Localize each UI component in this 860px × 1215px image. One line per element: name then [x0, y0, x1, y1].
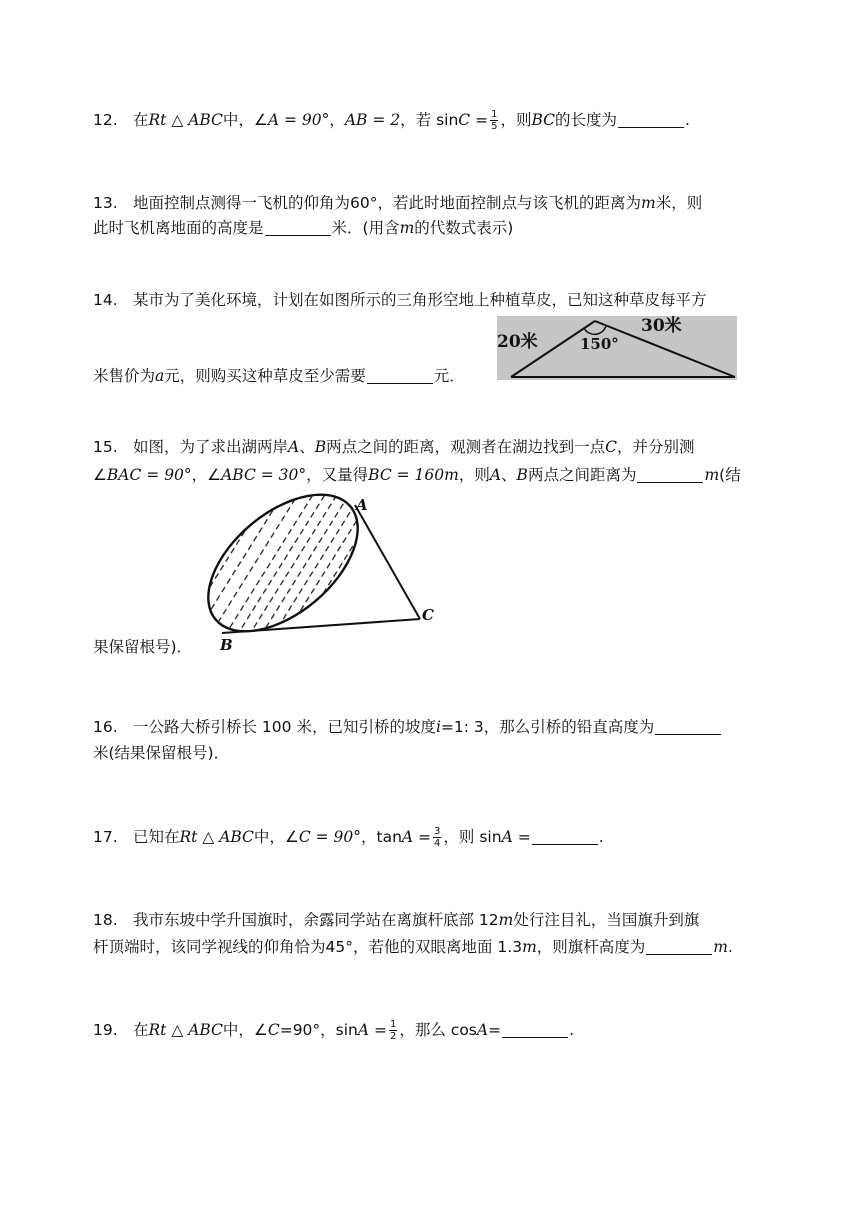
- question-number: 17.: [93, 828, 118, 846]
- lake-figure: [200, 493, 445, 653]
- answer-blank[interactable]: [532, 828, 598, 845]
- question-16-line-1: 16. 一公路大桥引桥长 100 米，已知引桥的坡度i=1: 3，那么引桥的铅直高度为: [93, 715, 722, 739]
- question-number: 12.: [93, 111, 118, 129]
- fraction: $\frac{1}{5}$: [491, 109, 498, 132]
- answer-blank[interactable]: [646, 938, 712, 955]
- angle-label: 150°: [580, 335, 619, 353]
- answer-blank[interactable]: [367, 367, 433, 384]
- question-12: 12. 在Rt △ ABC中，∠A = 90°，AB = 2，若 sinC = $\frac{1}{5}$ ，则BC的长度为 .: [93, 109, 690, 132]
- point-a-label: A: [356, 496, 368, 514]
- question-15-line-2: ∠BAC = 90°，∠ABC = 30°，又量得BC = 160m，则A、B两点之间距离为 m(结: [93, 466, 741, 484]
- question-15-line-1: 15. 如图，为了求出湖两岸A、B两点之间的距离，观测者在湖边找到一点C，并分别测: [93, 435, 695, 459]
- answer-blank[interactable]: [502, 1021, 568, 1038]
- answer-blank[interactable]: [618, 111, 684, 128]
- fraction: $\frac{1}{2}$: [390, 1019, 397, 1042]
- question-number: 18.: [93, 911, 118, 929]
- question-16-line-2: 米(结果保留根号)．: [93, 744, 230, 762]
- question-number: 19.: [93, 1021, 118, 1039]
- question-number: 15.: [93, 438, 118, 456]
- question-15-line-3: 果保留根号)．: [93, 638, 193, 656]
- answer-blank[interactable]: [265, 219, 331, 236]
- point-c-label: C: [422, 606, 434, 624]
- question-18-line-2: 杆顶端时，该同学视线的仰角恰为45°，若他的双眼离地面 1.3m，则旗杆高度为 m.: [93, 938, 733, 956]
- question-14-line-1: 14. 某市为了美化环境，计划在如图所示的三角形空地上种植草皮，已知这种草皮每平方: [93, 288, 707, 312]
- question-number: 13.: [93, 194, 118, 212]
- question-13-line-2: 此时飞机离地面的高度是 米．(用含m的代数式表示): [93, 219, 514, 237]
- question-19: 19. 在Rt △ ABC中，∠C=90°，sinA = $\frac{1}{2}$ ，那么 cosA= .: [93, 1019, 575, 1042]
- point-b-label: B: [220, 636, 233, 653]
- question-17: 17. 已知在Rt △ ABC中，∠C = 90°，tanA = $\frac{3}{4}$ ，则 sinA = .: [93, 826, 604, 849]
- triangle-figure: [497, 316, 737, 380]
- answer-blank[interactable]: [637, 466, 703, 483]
- side-right-label: 30米: [641, 316, 682, 336]
- question-13-line-1: 13. 地面控制点测得一飞机的仰角为60°，若此时地面控制点与该飞机的距离为m米，则: [93, 191, 702, 215]
- question-number: 14.: [93, 291, 118, 309]
- question-18-line-1: 18. 我市东坡中学升国旗时，余露同学站在离旗杆底部 12m处行注目礼，当国旗升到旗: [93, 908, 699, 932]
- question-number: 16.: [93, 718, 118, 736]
- answer-blank[interactable]: [655, 718, 721, 735]
- question-14-line-2: 米售价为a元，则购买这种草皮至少需要 元．: [93, 367, 465, 385]
- fraction: $\frac{3}{4}$: [434, 826, 441, 849]
- side-left-label: 20米: [497, 332, 538, 352]
